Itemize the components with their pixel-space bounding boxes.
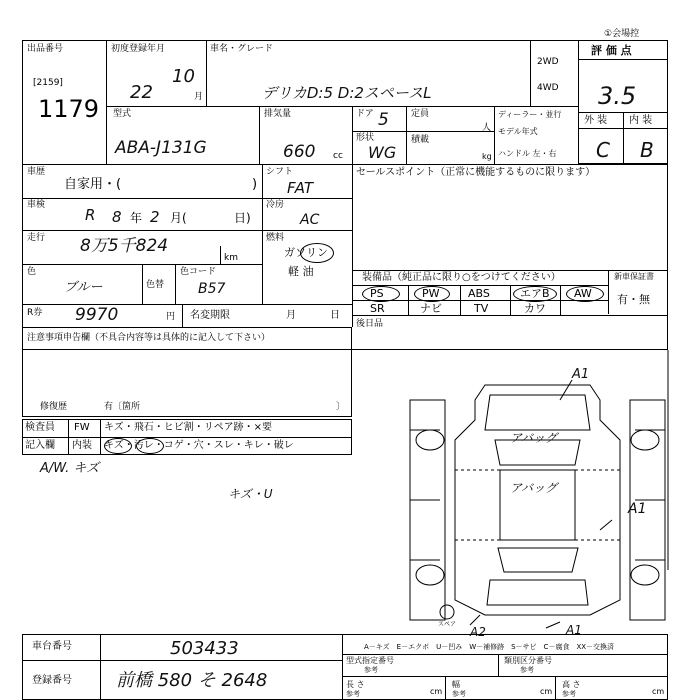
name-label: 車名・グレード: [210, 44, 274, 54]
car-name: デリカD:5 D:2スペースL: [262, 84, 432, 102]
divider: [22, 660, 342, 661]
reg-year: 22: [130, 82, 153, 103]
after-label: 後日品: [356, 319, 384, 329]
model-value: ABA-J131G: [115, 138, 207, 158]
height-unit: cm: [652, 687, 665, 696]
legend: A－キズ E－エクボ U－凹み W－補修跡 S－サビ C－腐食 XX－交換済: [364, 643, 615, 651]
fw-label: FW: [74, 422, 90, 433]
door-value: 5: [378, 110, 389, 130]
name-change-label: 名変期限: [190, 310, 230, 321]
divider: [342, 634, 343, 700]
exterior-score: C: [596, 138, 610, 162]
grade-score: 3.5: [598, 82, 637, 110]
interior-score: B: [640, 138, 654, 162]
history-close: ): [252, 177, 258, 192]
displacement-label: 排気量: [264, 109, 292, 119]
color-code-value: B57: [198, 281, 226, 297]
name-change-day: 日: [330, 310, 340, 321]
type-ref: 参考: [364, 666, 378, 674]
grade-label: 評 価 点: [591, 44, 632, 57]
exterior-label: 外 装: [584, 115, 608, 126]
load-label: 積載: [411, 135, 430, 145]
history-label: 車歴: [27, 167, 46, 177]
shaken-year: 8: [112, 208, 122, 226]
mark-a1-right: A1: [628, 501, 647, 517]
shift-value: FAT: [287, 179, 314, 197]
warranty-label: 新車保証書: [614, 272, 654, 281]
person-unit: 人: [482, 123, 492, 133]
length-ref: 参考: [346, 690, 360, 698]
mark-a1-bottom: A1: [566, 623, 582, 637]
chassis-label: 車台番号: [32, 641, 72, 652]
color-change-label: 色替: [146, 280, 165, 290]
shaken-month: 2: [150, 208, 160, 226]
plate-label: 登録番号: [32, 675, 72, 686]
name-change-month: 月: [286, 310, 296, 321]
repair-label: 修復歴: [40, 402, 68, 412]
equip-pw[interactable]: PW: [422, 287, 440, 300]
yen-unit: 円: [166, 312, 176, 322]
lot-number: 1179: [38, 95, 100, 123]
width-label: 幅: [452, 680, 460, 689]
fuel-label: 燃料: [266, 233, 285, 243]
repair-value: 有〔箇所: [104, 402, 141, 412]
shaken-month-unit: 月(: [170, 211, 187, 225]
shaken-era: R: [85, 206, 96, 224]
inspector-label: 検査員: [25, 422, 55, 433]
mark-a1-top: A1: [572, 367, 590, 382]
height-ref: 参考: [562, 690, 576, 698]
equip-airbag[interactable]: エアB: [520, 287, 550, 300]
equip-sr[interactable]: SR: [370, 302, 385, 315]
spare-label: スペア: [438, 621, 457, 628]
chassis-value: 503433: [170, 638, 239, 659]
equip-navi[interactable]: ナビ: [420, 302, 442, 315]
mark-airbag-1: アバッグ: [510, 431, 558, 445]
recycle-value: 9970: [75, 305, 119, 325]
entry-label: 記入欄: [25, 440, 55, 451]
divider: [555, 676, 556, 700]
type-label: 型式指定番号: [346, 656, 394, 665]
ac-label: 冷房: [266, 200, 285, 210]
ac-value: AC: [300, 212, 320, 228]
interior-items: キズ・汚レ・コゲ・穴・スレ・キレ・破レ: [104, 440, 294, 451]
mark-airbag-2: アバッグ: [510, 481, 558, 495]
lot-code: [2159]: [33, 78, 63, 88]
shaken-day-unit: 日): [234, 211, 251, 225]
door-label: ドア: [356, 109, 374, 119]
mileage-value: 8万5千824: [80, 236, 169, 256]
length-label: 長 さ: [346, 680, 365, 689]
divider: [498, 654, 499, 676]
capacity-label: 定員: [411, 109, 430, 119]
shaken-label: 車検: [27, 200, 46, 210]
divider: [445, 676, 446, 700]
divider: [100, 634, 101, 700]
note-mid: キズ・U: [228, 487, 273, 501]
fuel-light: 軽 油: [288, 265, 314, 278]
interior-label: 内 装: [629, 115, 653, 126]
divider: [342, 654, 668, 655]
cc-unit: cc: [333, 151, 343, 161]
fuel-value: ガソリン: [284, 246, 328, 259]
handle-label: ハンドル 左・右: [498, 149, 557, 158]
drive-2wd[interactable]: 2WD: [537, 57, 559, 67]
recycle-label: R券: [27, 308, 43, 318]
history-value: 自家用・(: [64, 177, 122, 192]
color-code-label: 色コード: [180, 267, 217, 277]
reg-month-unit: 月: [194, 92, 204, 102]
plate-value: 前橋 580 そ 2648: [116, 670, 268, 691]
sales-point-label: セールスポイント（正常に機能するものに限ります）: [356, 167, 596, 178]
equip-tv[interactable]: TV: [474, 302, 489, 315]
color-value: ブルー: [64, 280, 103, 295]
lot-label: 出品番号: [27, 44, 64, 54]
reg-label: 初度登録年月: [111, 44, 166, 54]
divider: [342, 676, 668, 677]
height-label: 高 さ: [562, 680, 581, 689]
equip-leather[interactable]: カワ: [524, 302, 546, 315]
corner-text: ①会場控: [604, 29, 640, 39]
km-unit: km: [224, 253, 238, 263]
equip-ps[interactable]: PS: [370, 287, 384, 300]
shift-label: シフト: [266, 167, 294, 177]
repair-close: 〕: [336, 402, 346, 412]
mark-a2: A2: [470, 625, 486, 639]
width-ref: 参考: [452, 690, 466, 698]
equipment-label: 装備品（純正品に限り○をつけてください）: [362, 272, 561, 283]
shape-label: 形状: [356, 133, 375, 143]
interior-insp-label: 内装: [72, 440, 92, 451]
warranty-value: 有・無: [617, 293, 650, 306]
class-label: 類別区分番号: [504, 656, 552, 665]
displacement-value: 660: [283, 142, 316, 162]
shaken-year-unit: 年: [130, 211, 143, 225]
class-ref: 参考: [520, 666, 534, 674]
drive-4wd[interactable]: 4WD: [537, 83, 559, 93]
shape-value: WG: [368, 143, 397, 162]
model-year-label: モデル年式: [498, 127, 538, 136]
length-unit: cm: [430, 687, 443, 696]
notes-label: 注意事項申告欄（不具合内容等は具体的に記入して下さい）: [27, 333, 271, 343]
color-label: 色: [27, 267, 37, 277]
fw-items: キズ・飛石・ヒビ割・リペア跡・×要: [104, 422, 272, 433]
note-aw: A/W. キズ: [40, 461, 100, 476]
width-unit: cm: [540, 687, 553, 696]
mileage-label: 走行: [27, 233, 46, 243]
equip-abs[interactable]: ABS: [468, 287, 490, 300]
reg-month: 10: [172, 66, 195, 87]
kg-unit: kg: [482, 152, 492, 161]
model-label: 型式: [113, 109, 132, 119]
dealer-label: ディーラー・並行: [498, 110, 562, 119]
equip-aw[interactable]: AW: [574, 287, 592, 300]
